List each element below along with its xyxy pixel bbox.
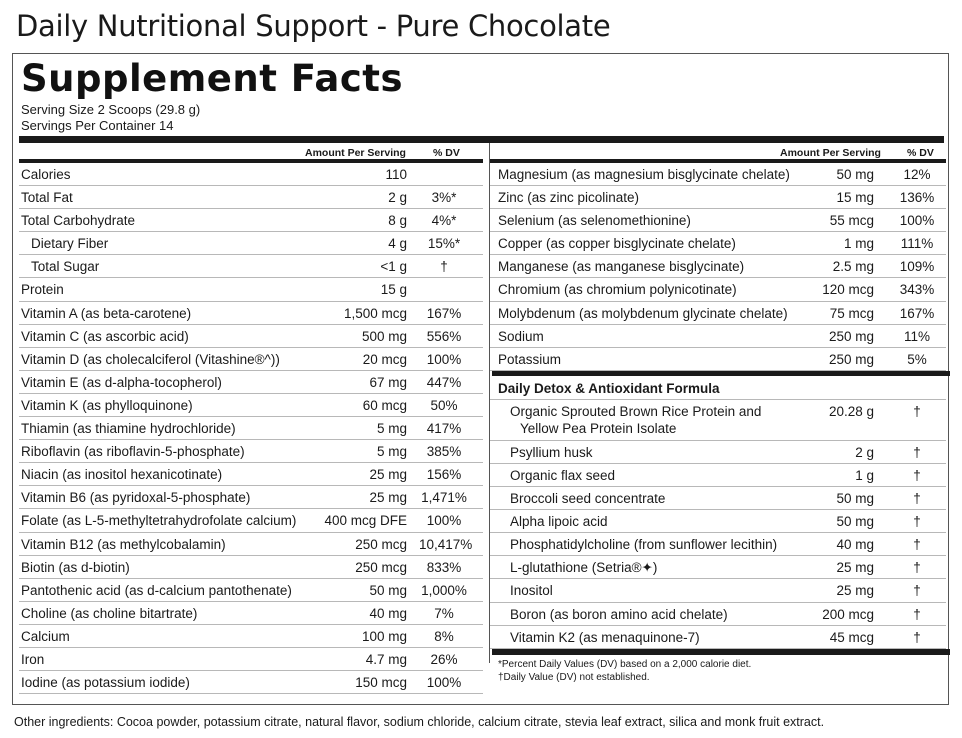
dv-value: 50% (430, 397, 458, 413)
table-row (19, 394, 483, 417)
amount-value: 40 mg (836, 537, 874, 553)
detox-title: Daily Detox & Antioxidant Formula (498, 380, 720, 396)
nutrient-name: Selenium (as selenomethionine) (498, 213, 691, 229)
nutrient-name: Iron (21, 651, 45, 667)
dv-value: † (913, 491, 921, 507)
amount-value: 250 mg (828, 351, 874, 367)
table-row (19, 348, 483, 371)
detox-section-title (490, 376, 946, 400)
nutrient-name: Boron (as boron amino acid chelate) (510, 606, 728, 622)
table-row (19, 302, 483, 325)
nutrient-name: Niacin (as inositol hexanicotinate) (21, 467, 223, 483)
amount-value: 50 mg (369, 582, 407, 598)
nutrient-name: Dietary Fiber (31, 236, 109, 252)
nutrient-name: Iodine (as potassium iodide) (21, 675, 190, 691)
table-row (490, 232, 946, 255)
dv-value: 833% (426, 559, 462, 575)
table-row (490, 163, 946, 186)
table-row (19, 486, 483, 509)
nutrient-name: Chromium (as chromium polynicotinate) (498, 282, 737, 298)
footnote-dv: *Percent Daily Values (DV) based on a 2,000 calorie diet. (498, 658, 752, 670)
nutrient-name: Vitamin B12 (as methylcobalamin) (21, 536, 226, 552)
dv-value: 1,000% (421, 582, 467, 598)
nutrient-name: Calcium (21, 628, 70, 644)
nutrient-name: Vitamin K (as phylloquinone) (21, 397, 193, 413)
dv-value: † (440, 259, 448, 275)
table-row (19, 163, 483, 186)
amount-value: 15 g (380, 282, 407, 298)
amount-value: 200 mcg (822, 606, 874, 622)
amount-value: 5 mg (376, 421, 407, 437)
amount-value: 8 g (388, 213, 407, 229)
dv-value: † (913, 403, 921, 419)
dv-value: 100% (899, 213, 935, 229)
amount-value: 150 mcg (355, 675, 407, 691)
nutrient-name: Phosphatidylcholine (from sunflower lecithin) (510, 537, 778, 553)
amount-value: 25 mg (369, 490, 407, 506)
dv-value: 100% (426, 675, 462, 691)
dv-value: † (913, 444, 921, 460)
amount-value: 500 mg (361, 328, 407, 344)
table-row (19, 371, 483, 394)
table-row (19, 209, 483, 232)
dv-value: 11% (903, 328, 931, 344)
amount-value: 50 mg (836, 514, 874, 530)
dv-value: 12% (903, 167, 931, 182)
dv-value: 4%* (431, 213, 457, 229)
table-row (19, 255, 483, 278)
dv-header: % DV (433, 147, 460, 159)
right-column (489, 143, 946, 683)
amount-value: 50 mg (836, 167, 874, 182)
dv-value: 167% (426, 305, 462, 321)
servings-per-container: Servings Per Container 14 (21, 118, 174, 133)
amount-value: 1,500 mcg (343, 305, 407, 321)
table-row (19, 325, 483, 348)
nutrient-name: Total Fat (21, 190, 73, 206)
dv-value: 3%* (431, 190, 457, 206)
table-row (19, 463, 483, 486)
nutrient-name-line: Organic Sprouted Brown Rice Protein and (510, 403, 762, 419)
nutrient-name: Vitamin C (as ascorbic acid) (21, 328, 189, 344)
table-row (19, 509, 483, 532)
amount-value: 110 (385, 167, 407, 182)
dv-value: 111% (900, 236, 934, 252)
nutrient-name: Organic flax seed (510, 467, 616, 483)
dv-value: † (913, 583, 921, 599)
table-row (490, 302, 946, 325)
table-row (19, 556, 483, 579)
amount-value: 20 mcg (362, 351, 407, 367)
table-row (490, 579, 946, 602)
detox-rows (490, 400, 946, 649)
amount-value: <1 g (380, 259, 407, 275)
table-row (490, 400, 946, 441)
table-row (19, 417, 483, 440)
nutrient-name: L-glutathione (Setria®✦) (510, 560, 658, 576)
table-row (19, 186, 483, 209)
amount-value: 45 mcg (829, 629, 874, 645)
amount-value: 1 mg (843, 236, 874, 252)
nutrient-name: Magnesium (as magnesium bisglycinate chelate) (498, 167, 790, 182)
dv-value: 10,417% (419, 536, 473, 552)
nutrient-name: Psyllium husk (510, 444, 593, 460)
dv-value: 167% (899, 305, 935, 321)
table-row (490, 325, 946, 348)
supplement-facts-panel (12, 53, 949, 705)
dv-value: † (913, 467, 921, 483)
table-row (490, 278, 946, 301)
dv-value: 8% (434, 628, 454, 644)
nutrient-name: Manganese (as manganese bisglycinate) (498, 259, 745, 275)
dv-value: † (913, 537, 921, 553)
amount-header: Amount Per Serving (305, 147, 406, 159)
nutrient-name: Zinc (as zinc picolinate) (498, 190, 640, 206)
amount-value: 25 mg (369, 467, 407, 483)
amount-value: 4.7 mg (365, 651, 407, 667)
nutrient-name: Folate (as L-5-methyltetrahydrofolate calcium) (21, 513, 297, 529)
dv-value: 136% (899, 190, 935, 206)
nutrient-name: Copper (as copper bisglycinate chelate) (498, 236, 736, 252)
table-row (490, 464, 946, 487)
amount-value: 75 mcg (829, 305, 874, 321)
dv-header: % DV (907, 147, 934, 159)
nutrient-name: Biotin (as d-biotin) (21, 559, 130, 575)
dv-value: 100% (426, 351, 462, 367)
table-row (490, 626, 946, 649)
facts-title: Supplement Facts (21, 57, 404, 100)
amount-value: 120 mcg (822, 282, 874, 298)
nutrient-name: Vitamin D (as cholecalciferol (Vitashine®^)) (21, 351, 280, 367)
bottom-divider (492, 649, 950, 655)
amount-value: 1 g (855, 467, 874, 483)
footnote-not-established: †Daily Value (DV) not established. (498, 671, 650, 683)
amount-value: 15 mg (836, 190, 874, 206)
amount-value: 100 mg (361, 628, 407, 644)
nutrient-name: Protein (21, 282, 64, 298)
table-row (490, 348, 946, 371)
table-row (490, 209, 946, 232)
amount-value: 4 g (388, 236, 407, 252)
dv-value: 100% (426, 513, 462, 529)
nutrient-name: Choline (as choline bitartrate) (21, 605, 198, 621)
amount-value: 60 mcg (362, 397, 407, 413)
nutrient-name: Riboflavin (as riboflavin-5-phosphate) (21, 444, 245, 460)
dv-value: 109% (899, 259, 935, 275)
amount-value: 400 mcg DFE (324, 513, 407, 529)
table-row (490, 556, 946, 579)
table-row (19, 533, 483, 556)
dv-value: † (913, 606, 921, 622)
dv-value: 7% (434, 605, 454, 621)
amount-value: 40 mg (369, 605, 407, 621)
table-row (19, 671, 483, 694)
amount-value: 2 g (388, 190, 407, 206)
nutrient-name: Inositol (510, 583, 553, 599)
amount-header: Amount Per Serving (780, 147, 881, 159)
nutrient-name: Total Carbohydrate (21, 213, 136, 229)
dv-value: 447% (426, 374, 462, 390)
dv-value: 26% (430, 651, 458, 667)
table-row (490, 510, 946, 533)
nutrient-name: Molybdenum (as molybdenum glycinate chelate) (498, 305, 788, 321)
nutrient-name: Alpha lipoic acid (510, 514, 608, 530)
nutrient-name: Vitamin K2 (as menaquinone-7) (510, 629, 700, 645)
nutrient-name: Pantothenic acid (as d-calcium pantothenate) (21, 582, 292, 598)
dv-value: † (913, 560, 921, 576)
amount-value: 2 g (855, 444, 874, 460)
amount-value: 2.5 mg (832, 259, 874, 275)
serving-size: Serving Size 2 Scoops (29.8 g) (21, 102, 201, 117)
amount-value: 25 mg (836, 583, 874, 599)
right-rows (490, 163, 946, 371)
dv-value: 343% (899, 282, 935, 298)
amount-value: 250 mcg (355, 536, 407, 552)
amount-value: 250 mcg (355, 559, 407, 575)
page-title: Daily Nutritional Support - Pure Chocolate (16, 9, 611, 43)
amount-value: 55 mcg (829, 213, 874, 229)
nutrient-name: Vitamin A (as beta-carotene) (21, 305, 192, 321)
amount-value: 20.28 g (828, 403, 874, 419)
dv-value: 385% (426, 444, 462, 460)
table-row (490, 603, 946, 626)
amount-value: 5 mg (376, 444, 407, 460)
table-row (19, 648, 483, 671)
dv-value: † (913, 629, 921, 645)
table-row (19, 625, 483, 648)
left-rows (19, 163, 483, 694)
dv-value: 156% (426, 467, 462, 483)
left-header (19, 143, 483, 163)
table-row (490, 255, 946, 278)
dv-value: 556% (426, 328, 462, 344)
dv-value: 417% (426, 421, 462, 437)
dv-value: 15%* (427, 236, 461, 252)
nutrient-name (510, 403, 761, 437)
table-row (490, 533, 946, 556)
table-row (490, 441, 946, 464)
amount-value: 67 mg (369, 374, 407, 390)
table-row (19, 278, 483, 301)
nutrient-name: Calories (21, 167, 71, 182)
table-row (490, 186, 946, 209)
left-column (19, 143, 483, 694)
table-row (19, 602, 483, 625)
nutrient-name: Potassium (498, 351, 562, 367)
thick-divider (19, 136, 944, 143)
amount-value: 250 mg (828, 328, 874, 344)
table-row (19, 579, 483, 602)
nutrient-name: Sodium (498, 328, 544, 344)
right-header (490, 143, 946, 163)
table-row (19, 232, 483, 255)
nutrient-name: Vitamin E (as d-alpha-tocopherol) (21, 374, 222, 390)
amount-value: 50 mg (836, 491, 874, 507)
nutrient-name-line: Yellow Pea Protein Isolate (520, 420, 677, 436)
dv-value: † (913, 514, 921, 530)
table-row (19, 440, 483, 463)
nutrient-name: Vitamin B6 (as pyridoxal-5-phosphate) (21, 490, 251, 506)
nutrient-name: Broccoli seed concentrate (510, 491, 666, 507)
amount-value: 25 mg (836, 560, 874, 576)
table-row (490, 487, 946, 510)
nutrient-name: Total Sugar (31, 259, 100, 275)
other-ingredients: Other ingredients: Cocoa powder, potassium citrate, natural flavor, sodium chloride, calcium citrate, stevia leaf extract, silica and monk fruit extract. (14, 715, 825, 729)
nutrient-name: Thiamin (as thiamine hydrochloride) (21, 421, 236, 437)
dv-value: 5% (907, 351, 927, 367)
dv-value: 1,471% (421, 490, 467, 506)
